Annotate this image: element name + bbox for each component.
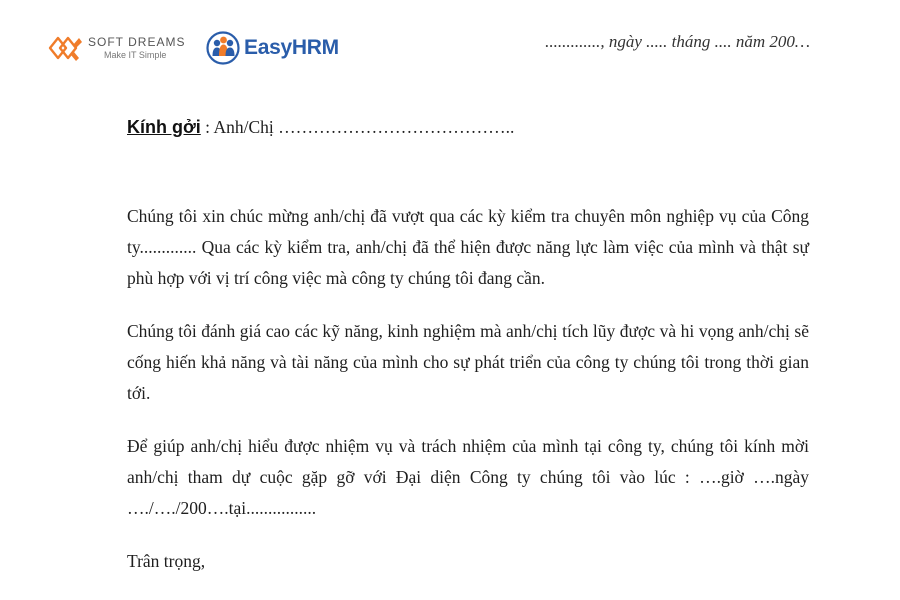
paragraph-appreciation: Chúng tôi đánh giá cao các kỹ năng, kinh nghiệm mà anh/chị tích lũy được và hi vọng anh/chị sẽ cống hiến khả năng và tài năng của mình cho sự phát triển của công ty chúng tôi trong thời gian tới. [127,321,809,403]
softdreams-logo [46,32,185,64]
salutation [127,112,809,143]
salutation-label: Kính gởi [127,117,201,137]
easyhrm-name: EasyHRM [244,36,339,59]
letter-body [127,112,809,577]
softdreams-logo-icon [46,32,84,64]
easyhrm-logo [206,31,339,65]
softdreams-tagline: Make IT Simple [104,50,167,60]
date-line: ............., ngày ..... tháng .... năm 200… [545,32,810,51]
paragraph-congratulations: Chúng tôi xin chúc mừng anh/chị đã vượt qua các kỳ kiểm tra chuyên môn nghiệp vụ của Công ty............. Qua các kỳ kiểm tra, anh/chị đã thể hiện được năng lực làm việc của mình và thật sự phù hợp với vị trí công việc mà công ty chúng tôi đang cần. [127,206,809,288]
softdreams-name: SOFT DREAMS [88,35,186,49]
letter-header [46,28,810,68]
easyhrm-people-icon [206,31,242,65]
closing: Trân trọng, [127,551,206,571]
salutation-text: : Anh/Chị ………………………………….. [200,117,515,137]
paragraph-invitation: Để giúp anh/chị hiểu được nhiệm vụ và trách nhiệm của mình tại công ty, chúng tôi kính mời anh/chị tham dự cuộc gặp gỡ với Đại diện Công ty chúng tôi vào lúc : ….giờ ….ngày …./…./200….tại................ [127,436,809,518]
